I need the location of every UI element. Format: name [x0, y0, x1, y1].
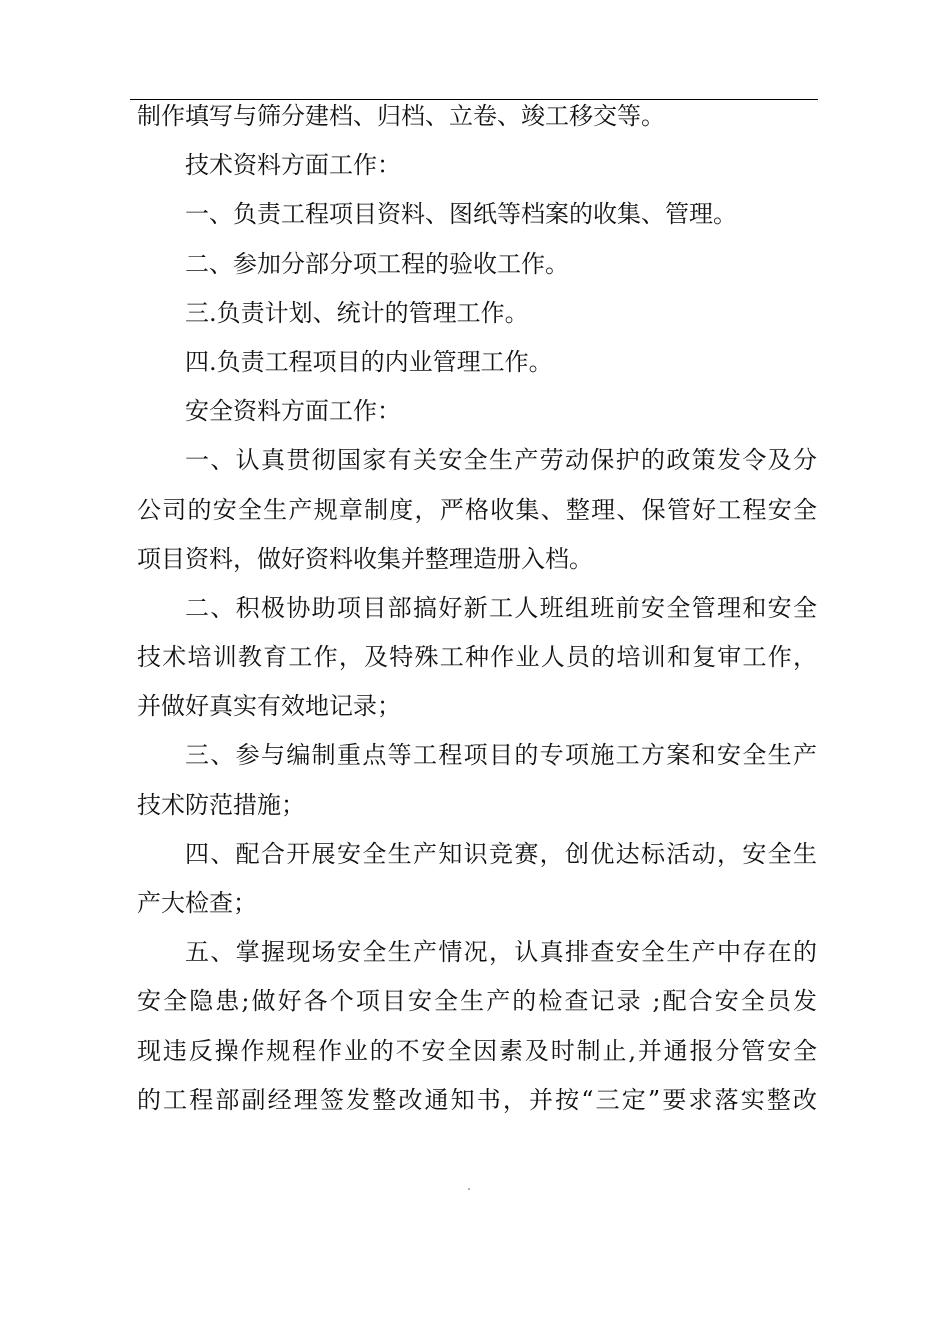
text-line: 四.负责工程项目的内业管理工作。	[185, 347, 553, 376]
text-line: 安全隐患;做好各个项目安全生产的检查记录 ;配合安全员发	[137, 987, 817, 1016]
text-line: 现违反操作规程作业的不安全因素及时制止,并通报分管安全	[137, 1036, 817, 1065]
text-line: 并做好真实有效地记录；	[137, 692, 401, 721]
document-body	[137, 92, 817, 1125]
text-line: 二、参加分部分项工程的验收工作。	[185, 249, 569, 278]
text-line: 二、积极协助项目部搞好新工人班组班前安全管理和安全	[185, 593, 817, 622]
text-line: 的工程部副经理签发整改通知书，并按“三定”要求落实整改	[137, 1085, 817, 1114]
text-line: 项目资料，做好资料收集并整理造册入档。	[137, 544, 593, 573]
text-line: 技术培训教育工作，及特殊工种作业人员的培训和复审工作，	[137, 643, 817, 672]
text-line: 制作填写与筛分建档、归档、立卷、竣工移交等。	[137, 102, 665, 130]
text-line: 三.负责计划、统计的管理工作。	[185, 298, 529, 327]
section-heading-technical: 技术资料方面工作：	[185, 151, 401, 180]
text-line: 产大检查；	[137, 889, 257, 917]
text-line: 五、掌握现场安全生产情况，认真排查安全生产中存在的	[185, 938, 817, 967]
text-line: 一、负责工程项目资料、图纸等档案的收集、管理。	[185, 200, 737, 229]
text-line: 三、参与编制重点等工程项目的专项施工方案和安全生产	[185, 741, 817, 770]
text-line: 技术防范措施；	[137, 790, 305, 819]
footer-dot	[468, 1188, 470, 1190]
section-heading-safety: 安全资料方面工作：	[185, 397, 401, 426]
text-line: 四、配合开展安全生产知识竞赛，创优达标活动，安全生	[185, 839, 817, 868]
text-line: 公司的安全生产规章制度，严格收集、整理、保管好工程安全	[137, 495, 817, 524]
text-line: 一、认真贯彻国家有关安全生产劳动保护的政策发令及分	[185, 446, 817, 475]
